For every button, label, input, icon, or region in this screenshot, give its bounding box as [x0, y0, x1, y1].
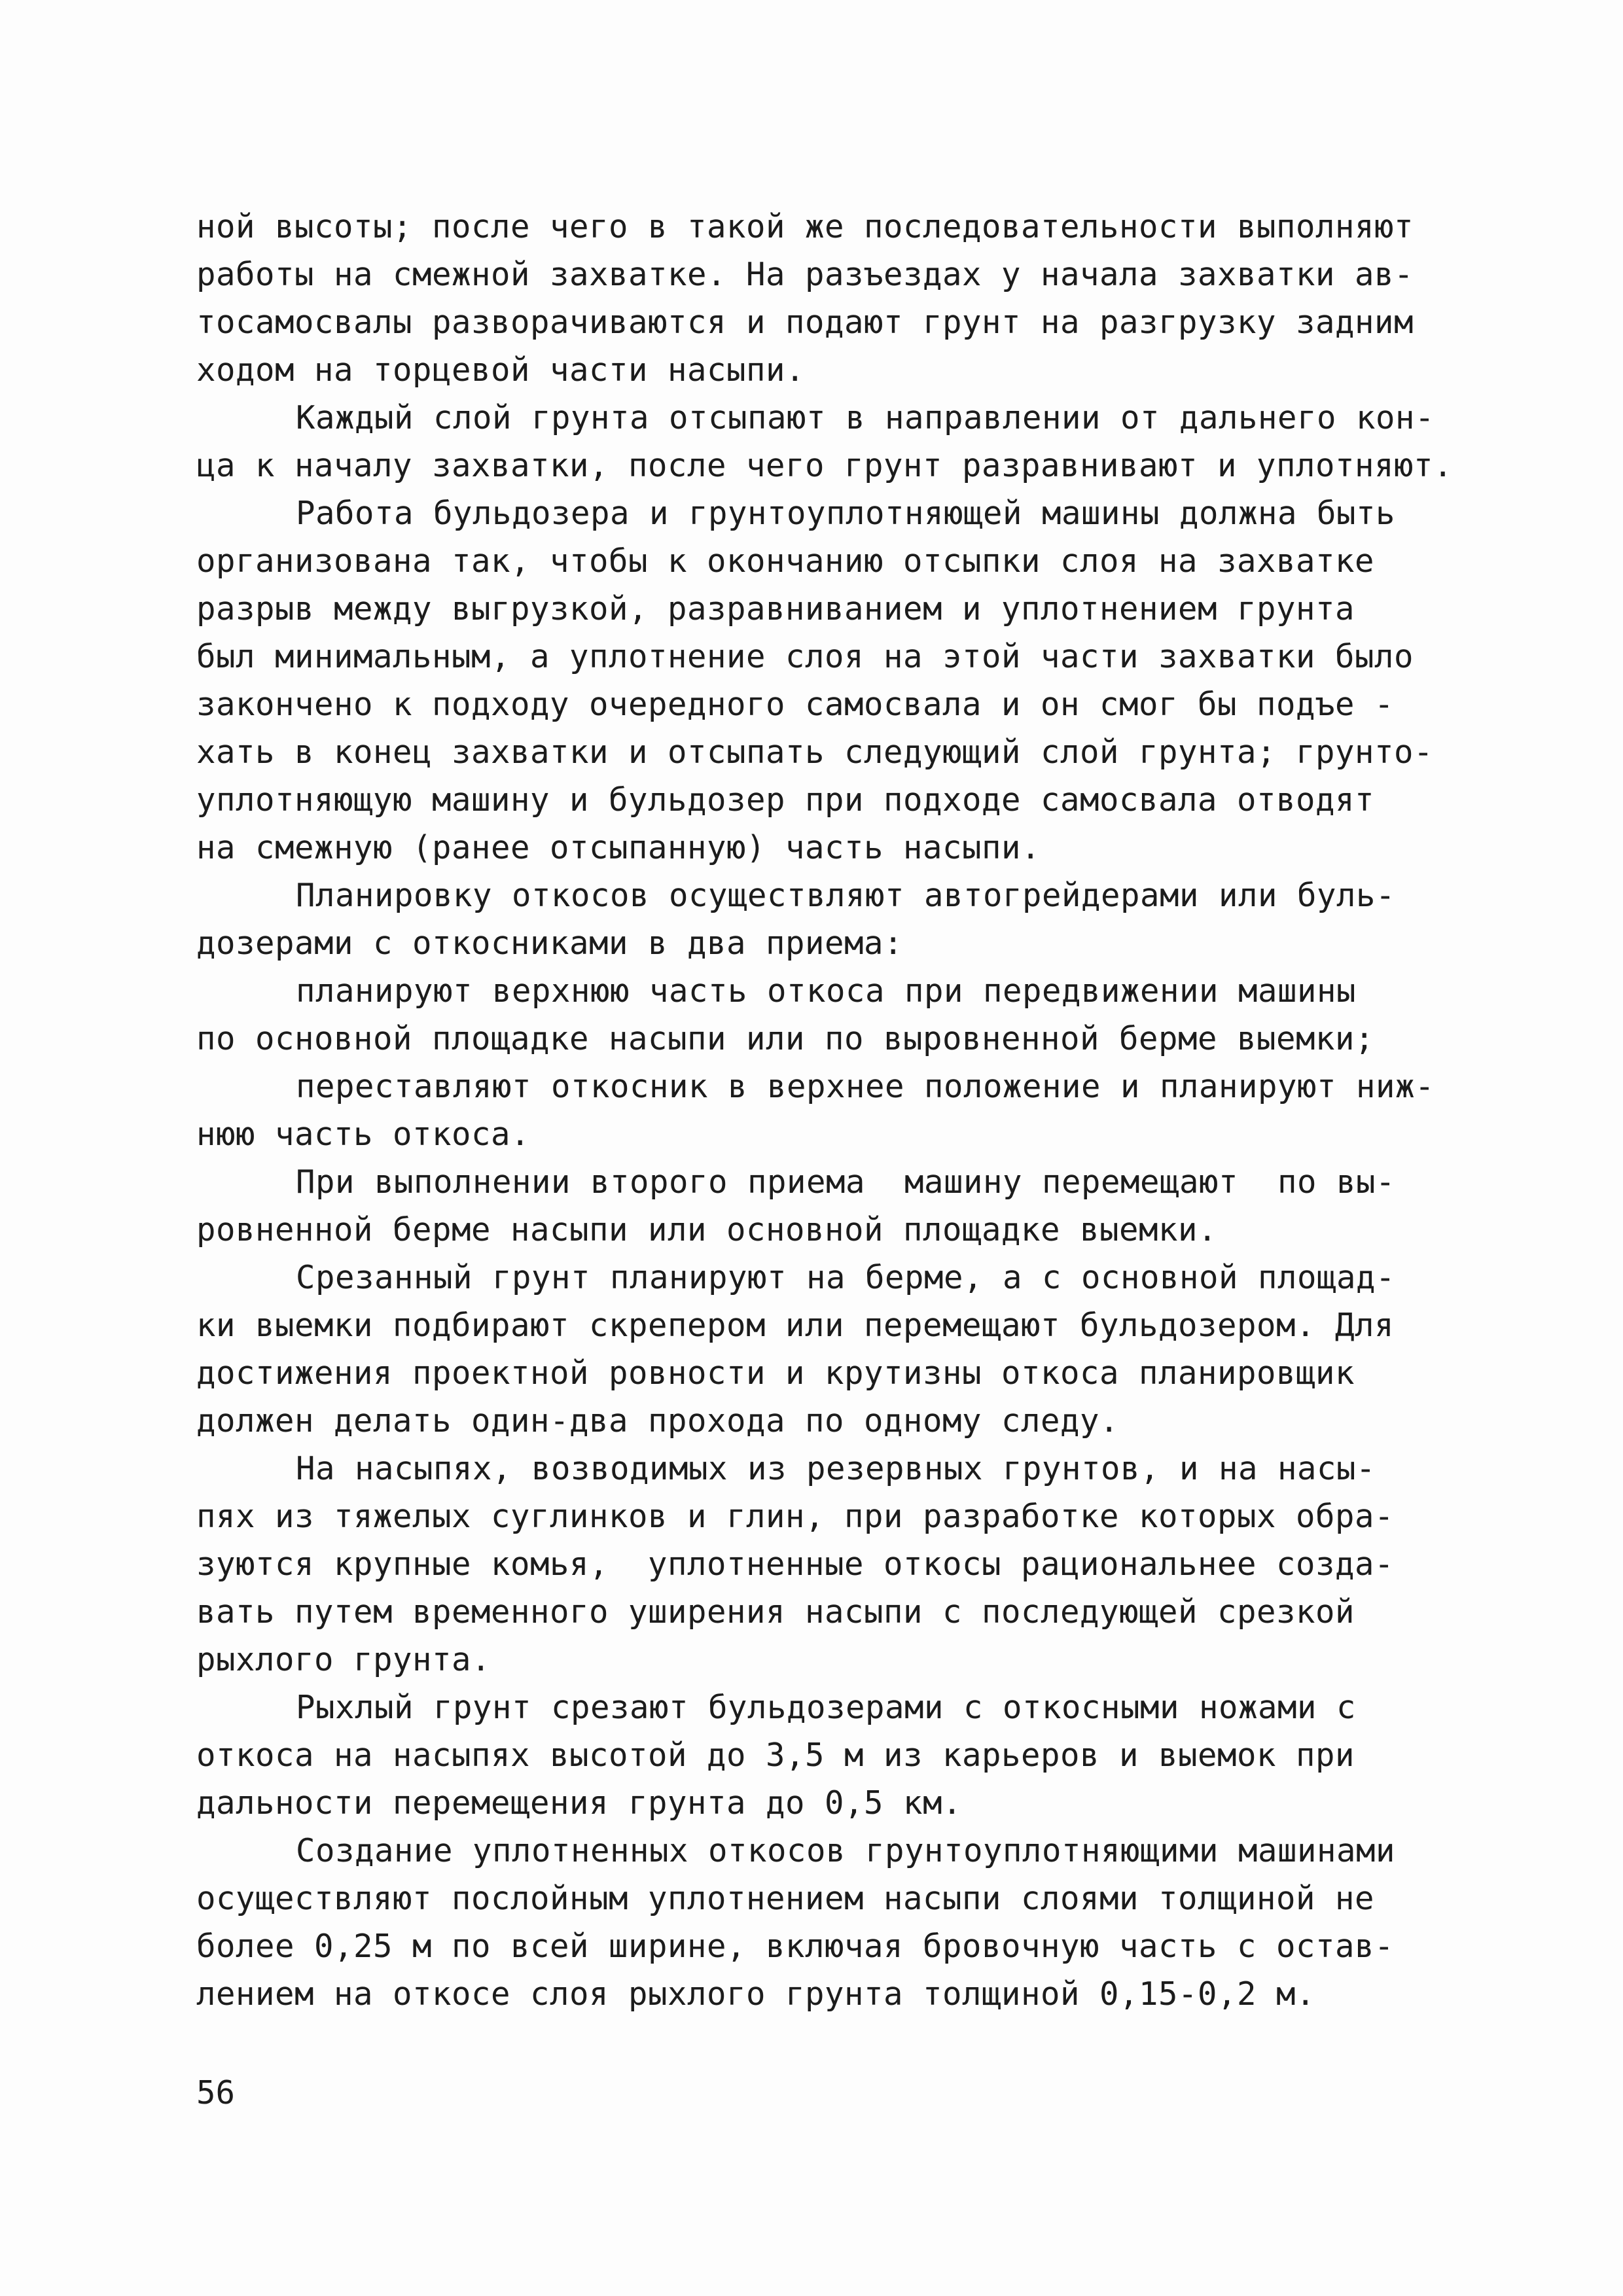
text-line: по основной площадке насыпи или по выровненной берме выемки;: [196, 1020, 1375, 1057]
text-line: ки выемки подбирают скрепером или перемещают бульдозером. Для: [196, 1307, 1395, 1344]
text-line: тосамосвалы разворачиваются и подают грунт на разгрузку задним: [196, 304, 1414, 341]
text-line: Рыхлый грунт срезают бульдозерами с откосными ножами с: [296, 1689, 1357, 1726]
text-line: ходом на торцевой части насыпи.: [196, 351, 806, 389]
page-number: 56: [196, 2074, 236, 2111]
text-line: закончено к подходу очередного самосвала и он смог бы подъе -: [196, 686, 1395, 723]
text-line: дозерами с откосниками в два приема:: [196, 925, 904, 962]
text-line: разрыв между выгрузкой, разравниванием и уплотнением грунта: [196, 590, 1355, 627]
text-line: ровненной берме насыпи или основной площадке выемки.: [196, 1211, 1218, 1248]
text-line: более 0,25 м по всей ширине, включая бровочную часть с остав-: [196, 1928, 1395, 1965]
text-line: лением на откосе слоя рыхлого грунта толщиной 0,15-0,2 м.: [196, 1975, 1316, 2013]
text-line: При выполнении второго приема машину перемещают по вы-: [296, 1163, 1396, 1201]
text-line: должен делать один-два прохода по одному следу.: [196, 1402, 1120, 1439]
text-line: Срезанный грунт планируют на берме, а с основной площад-: [296, 1259, 1396, 1296]
text-line: хать в конец захватки и отсыпать следующий слой грунта; грунто-: [196, 733, 1434, 771]
text-line: откоса на насыпях высотой до 3,5 м из карьеров и выемок при: [196, 1737, 1355, 1774]
text-line: дальности перемещения грунта до 0,5 км.: [196, 1784, 963, 1822]
text-line: ца к началу захватки, после чего грунт разравнивают и уплотняют.: [196, 447, 1454, 484]
text-line: рыхлого грунта.: [196, 1641, 491, 1678]
text-line: Работа бульдозера и грунтоуплотняющей машины должна быть: [296, 495, 1396, 532]
text-line: пях из тяжелых суглинков и глин, при разработке которых обра-: [196, 1498, 1395, 1535]
text-line: планируют верхнюю часть откоса при передвижении машины: [296, 972, 1357, 1010]
body-text: [196, 203, 1454, 2018]
text-line: осуществляют послойным уплотнением насыпи слоями толщиной не: [196, 1880, 1375, 1917]
text-line: зуются крупные комья, уплотненные откосы рациональнее созда-: [196, 1545, 1395, 1583]
text-line: организована так, чтобы к окончанию отсыпки слоя на захватке: [196, 542, 1375, 580]
text-line: Каждый слой грунта отсыпают в направлении от дальнего кон-: [296, 399, 1435, 436]
text-line: ной высоты; после чего в такой же последовательности выполняют: [196, 208, 1414, 245]
text-line: Создание уплотненных откосов грунтоуплотняющими машинами: [296, 1832, 1396, 1869]
text-line: Планировку откосов осуществляют автогрейдерами или буль-: [296, 877, 1396, 914]
text-line: был минимальным, а уплотнение слоя на этой части захватки было: [196, 638, 1414, 675]
text-line: На насыпях, возводимых из резервных грунтов, и на насы-: [296, 1450, 1376, 1487]
text-line: вать путем временного уширения насыпи с последующей срезкой: [196, 1593, 1355, 1631]
text-line: на смежную (ранее отсыпанную) часть насыпи.: [196, 829, 1041, 866]
text-line: достижения проектной ровности и крутизны откоса планировщик: [196, 1354, 1355, 1392]
text-line: нюю часть откоса.: [196, 1116, 531, 1153]
text-line: уплотняющую машину и бульдозер при подходе самосвала отводят: [196, 781, 1375, 819]
text-line: работы на смежной захватке. На разъездах у начала захватки ав-: [196, 256, 1414, 293]
text-line: переставляют откосник в верхнее положение и планируют ниж-: [296, 1068, 1435, 1105]
